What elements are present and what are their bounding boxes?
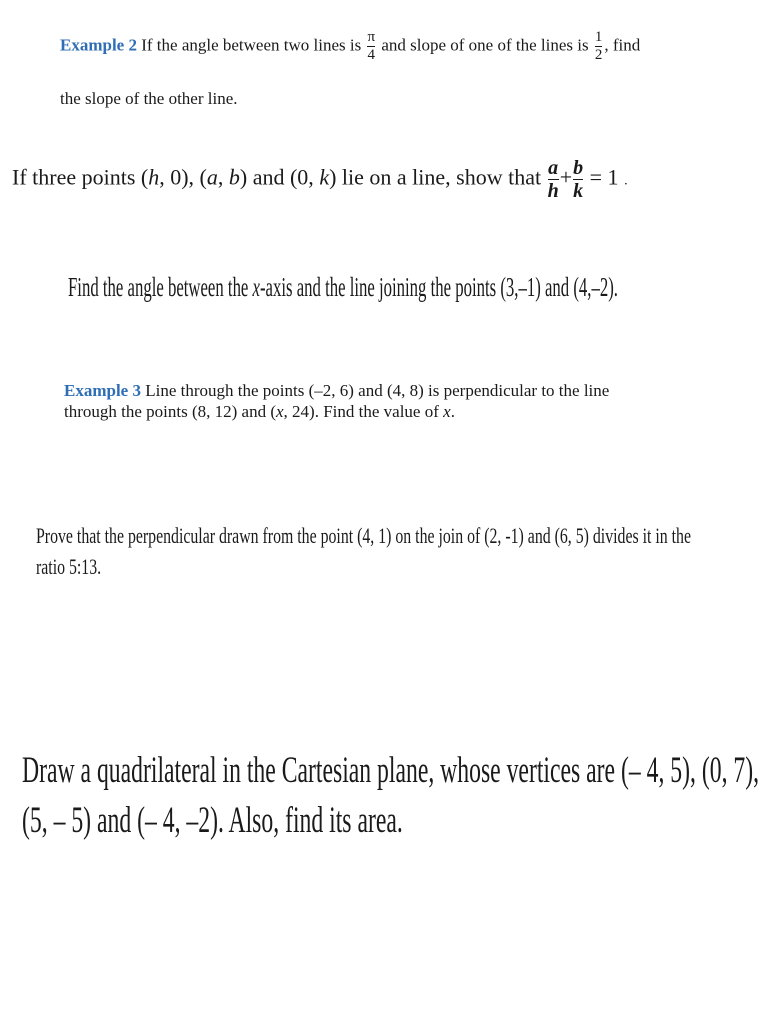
var-b: b bbox=[228, 164, 240, 190]
angle-denominator: 4 bbox=[367, 47, 376, 63]
text-line: ratio 5:13. bbox=[36, 554, 102, 579]
angle-numerator: π bbox=[367, 29, 376, 45]
example-2-line-2: the slope of the other line. bbox=[60, 89, 238, 108]
example-3-label: Example 3 bbox=[64, 381, 141, 400]
var-k: k bbox=[319, 164, 330, 190]
text-segment: through the points (8, 12) and ( bbox=[64, 402, 276, 421]
text-segment: -axis and the line joining the points (3,–1) and (4,–2). bbox=[259, 272, 618, 302]
text-segment: If three points ( bbox=[12, 164, 149, 190]
text-line: (5, – 5) and (– 4, –2). Also, find its area. bbox=[22, 800, 403, 841]
example-2-line-1 bbox=[60, 30, 640, 63]
text-segment: , 24). Find the value of bbox=[283, 402, 444, 421]
text-segment: , 0), ( bbox=[159, 164, 207, 190]
var-x: x bbox=[252, 272, 260, 302]
var-x: x bbox=[276, 402, 284, 421]
slope-numerator: 1 bbox=[594, 29, 603, 45]
problem-perpendicular-ratio bbox=[36, 520, 691, 582]
angle-fraction bbox=[367, 30, 375, 63]
example-2-text-b: and slope of one of the lines is bbox=[381, 35, 589, 55]
text-segment: . bbox=[450, 402, 455, 421]
problem-points-on-line bbox=[12, 158, 628, 201]
slope-denominator: 2 bbox=[594, 47, 603, 63]
example-3-line-1 bbox=[64, 380, 609, 401]
text-segment: Find the angle between the bbox=[68, 272, 253, 302]
text-segment: Line through the points (–2, 6) and (4, 8) is perpendicular to the line bbox=[145, 381, 610, 400]
example-2-text-c: , find bbox=[604, 35, 641, 55]
problem-quadrilateral bbox=[22, 746, 759, 846]
example-3 bbox=[64, 380, 609, 422]
example-3-line-2 bbox=[64, 401, 609, 422]
fraction-b-over-k bbox=[573, 158, 583, 201]
denominator-k: k bbox=[573, 180, 584, 202]
text-segment: ) and (0, bbox=[239, 164, 320, 190]
example-2-label: Example 2 bbox=[60, 35, 137, 55]
var-h: h bbox=[148, 164, 160, 190]
var-x: x bbox=[443, 402, 451, 421]
plus-sign: + bbox=[559, 164, 573, 190]
text-line: Draw a quadrilateral in the Cartesian plane, whose vertices are (– 4, 5), (0, 7), bbox=[22, 750, 760, 791]
text-segment: , bbox=[217, 164, 229, 190]
denominator-h: h bbox=[547, 180, 559, 202]
fraction-a-over-h bbox=[548, 158, 559, 201]
text-line: Prove that the perpendicular drawn from the point (4, 1) on the join of (2, -1) and (6, 5) divides it in the bbox=[36, 523, 691, 548]
numerator-a: a bbox=[548, 157, 559, 179]
slope-fraction bbox=[595, 30, 603, 63]
text-segment: ) lie on a line, show that bbox=[329, 164, 542, 190]
example-2-text-a: If the angle between two lines is bbox=[141, 35, 362, 55]
equals-one: = 1 bbox=[589, 164, 619, 190]
problem-angle-x-axis bbox=[68, 272, 618, 303]
period: . bbox=[624, 173, 628, 189]
var-a: a bbox=[206, 164, 218, 190]
numerator-b: b bbox=[573, 157, 584, 179]
